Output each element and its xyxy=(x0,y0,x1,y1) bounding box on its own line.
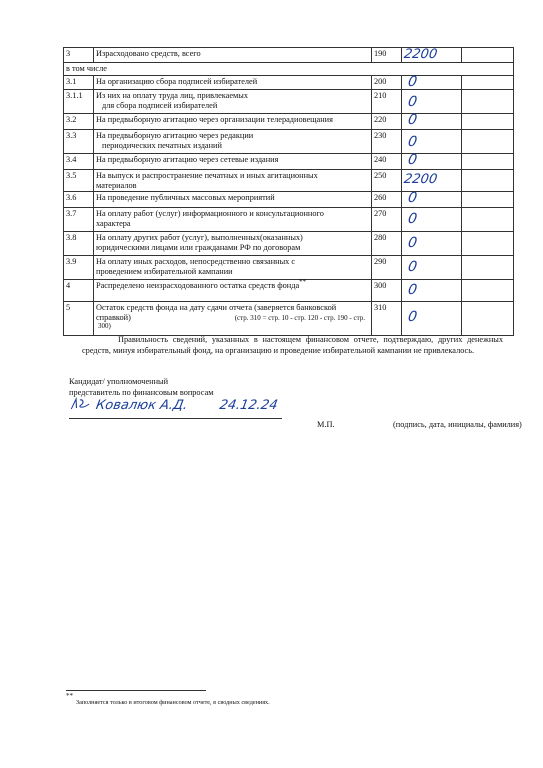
row-name xyxy=(94,256,372,280)
table-row xyxy=(64,192,514,208)
table-row xyxy=(64,208,514,232)
row-code: 3.1.1 xyxy=(64,90,94,114)
signatory-title-line2: представитель по финансовым вопросам xyxy=(69,387,214,397)
row-code: 4 xyxy=(64,280,94,302)
handwritten-sum: 0 xyxy=(406,259,419,276)
row-extra xyxy=(462,90,514,114)
row-sum xyxy=(402,130,462,154)
row-name xyxy=(94,208,372,232)
row-sum xyxy=(402,208,462,232)
handwritten-signature xyxy=(69,397,279,413)
row-code: 3.4 xyxy=(64,154,94,170)
row-name-line1: Из них на оплату труда лиц, привлекаемых xyxy=(96,91,249,101)
row-extra xyxy=(462,48,514,63)
row-name-line1: Остаток средств фонда на дату сдачи отчета (заверяется банковской xyxy=(96,303,337,313)
row-extra xyxy=(462,232,514,256)
row-extra xyxy=(462,280,514,302)
table-row xyxy=(64,280,514,302)
row-name-line2: проведением избирательной кампании xyxy=(96,266,233,276)
row-sum xyxy=(402,170,462,192)
row-sum xyxy=(402,154,462,170)
confirmation-statement: Правильность сведений, указанных в настоящем финансовом отчете, подтверждаю, других денежных средств, минуя избирательный фонд, на организацию и проведение избирательной кампании не привлекалось. xyxy=(82,335,503,355)
row-sum xyxy=(402,192,462,208)
footnote-divider xyxy=(66,690,206,691)
row-number: 230 xyxy=(372,130,402,154)
row-name: На предвыборную агитацию через организации телерадиовещания xyxy=(94,114,372,130)
signatory-title-line1: Кандидат/ уполномоченный xyxy=(69,377,169,386)
row-name xyxy=(94,90,372,114)
row-extra xyxy=(462,154,514,170)
row-name-line2: периодических печатных изданий xyxy=(102,140,222,150)
footnote-text: Заполняется только в итоговом финансовом отчете, в сводных сведениях. xyxy=(76,699,270,706)
row-sum xyxy=(402,232,462,256)
row-code: 3.5 xyxy=(64,170,94,192)
row-extra xyxy=(462,208,514,232)
row-code: 3.9 xyxy=(64,256,94,280)
handwritten-sum: 0 xyxy=(406,309,419,326)
row-number: 280 xyxy=(372,232,402,256)
signature-name: Ковалюк А.Д. xyxy=(94,398,189,413)
table-row xyxy=(64,154,514,170)
expenses-table xyxy=(63,47,514,336)
row-number: 220 xyxy=(372,114,402,130)
row-number: 300 xyxy=(372,280,402,302)
row-formula: (стр. 310 = стр. 10 - стр. 120 - стр. 190 - стр. xyxy=(234,313,365,322)
handwritten-sum: 0 xyxy=(406,190,419,207)
handwritten-sum: 0 xyxy=(406,73,419,90)
footnote-mark: ** xyxy=(66,692,73,700)
row-sum xyxy=(402,75,462,90)
handwritten-sum: 0 xyxy=(406,282,419,299)
table-row xyxy=(64,48,514,63)
table-row xyxy=(64,232,514,256)
row-sum xyxy=(402,114,462,130)
row-number: 210 xyxy=(372,90,402,114)
row-name-line2: справкой) xyxy=(96,312,131,322)
footnote-marker: ** xyxy=(299,278,307,287)
row-code: 3.2 xyxy=(64,114,94,130)
row-number: 250 xyxy=(372,170,402,192)
row-code: 3.8 xyxy=(64,232,94,256)
table-row xyxy=(64,170,514,192)
row-code: 5 xyxy=(64,302,94,336)
row-name xyxy=(94,130,372,154)
row-number: 310 xyxy=(372,302,402,336)
row-name-line2: для сбора подписей избирателей xyxy=(102,100,218,110)
handwritten-sum: 0 xyxy=(406,211,419,228)
signature-date: 24.12.24 xyxy=(218,398,279,413)
table-row xyxy=(64,75,514,90)
row-sum xyxy=(402,302,462,336)
handwritten-sum: 0 xyxy=(406,235,419,252)
row-name-line1: На оплату других работ (услуг), выполненных(оказанных) xyxy=(96,233,303,243)
row-name: На организацию сбора подписей избирателей xyxy=(94,75,372,90)
row-name xyxy=(94,232,372,256)
row-number: 270 xyxy=(372,208,402,232)
row-name: Израсходовано средств, всего xyxy=(94,48,372,63)
row-extra xyxy=(462,302,514,336)
row-sum xyxy=(402,48,462,63)
handwritten-sum: 0 xyxy=(406,112,419,129)
row-number: 240 xyxy=(372,154,402,170)
signature-line xyxy=(69,418,282,419)
row-name: На проведение публичных массовых мероприятий xyxy=(94,192,372,208)
row-code: 3.6 xyxy=(64,192,94,208)
row-extra xyxy=(462,114,514,130)
signature-caption: (подпись, дата, инициалы, фамилия) xyxy=(393,420,522,429)
row-code: 3.3 xyxy=(64,130,94,154)
row-name-line2: материалов xyxy=(96,180,137,190)
row-name-line2: юридическими лицами или гражданами РФ по договорам xyxy=(96,242,301,252)
table-row xyxy=(64,63,514,76)
stamp-place-label: М.П. xyxy=(317,420,335,429)
row-extra xyxy=(462,192,514,208)
row-code: 3.7 xyxy=(64,208,94,232)
row-extra xyxy=(462,75,514,90)
row-name-line1: На предвыборную агитацию через редакции xyxy=(96,131,254,141)
row-sum xyxy=(402,256,462,280)
signature-scribble xyxy=(69,398,98,413)
row-number: 200 xyxy=(372,75,402,90)
row-name-line2: характера xyxy=(96,218,131,228)
row-sum xyxy=(402,90,462,114)
section-label: в том числе xyxy=(64,63,514,76)
row-name-line1: На оплату иных расходов, непосредственно связанных с xyxy=(96,257,296,267)
table-row xyxy=(64,90,514,114)
row-number: 190 xyxy=(372,48,402,63)
row-name: На предвыборную агитацию через сетевые издания xyxy=(94,154,372,170)
row-name-line1: На оплату работ (услуг) информационного и консультационного xyxy=(96,209,324,219)
row-extra xyxy=(462,256,514,280)
handwritten-sum: 0 xyxy=(406,152,419,169)
row-number: 260 xyxy=(372,192,402,208)
table-row xyxy=(64,130,514,154)
row-code: 3 xyxy=(64,48,94,63)
handwritten-sum: 0 xyxy=(406,134,419,151)
handwritten-sum: 2200 xyxy=(402,172,439,188)
table-row xyxy=(64,114,514,130)
row-sum xyxy=(402,280,462,302)
row-extra xyxy=(462,130,514,154)
row-name xyxy=(94,280,372,302)
handwritten-sum: 0 xyxy=(406,94,419,111)
row-code: 3.1 xyxy=(64,75,94,90)
table-row xyxy=(64,256,514,280)
row-name xyxy=(94,170,372,192)
row-number: 290 xyxy=(372,256,402,280)
row-extra xyxy=(462,170,514,192)
signatory-block xyxy=(69,377,214,398)
table-row xyxy=(64,302,514,336)
handwritten-sum: 2200 xyxy=(402,47,439,62)
row-formula-tail: 300) xyxy=(98,321,111,330)
row-name-line1: Распределено неизрасходованного остатка средств фонда xyxy=(96,281,300,291)
row-name xyxy=(94,302,372,336)
row-name-line1: На выпуск и распространение печатных и иных агитационных xyxy=(96,171,318,181)
